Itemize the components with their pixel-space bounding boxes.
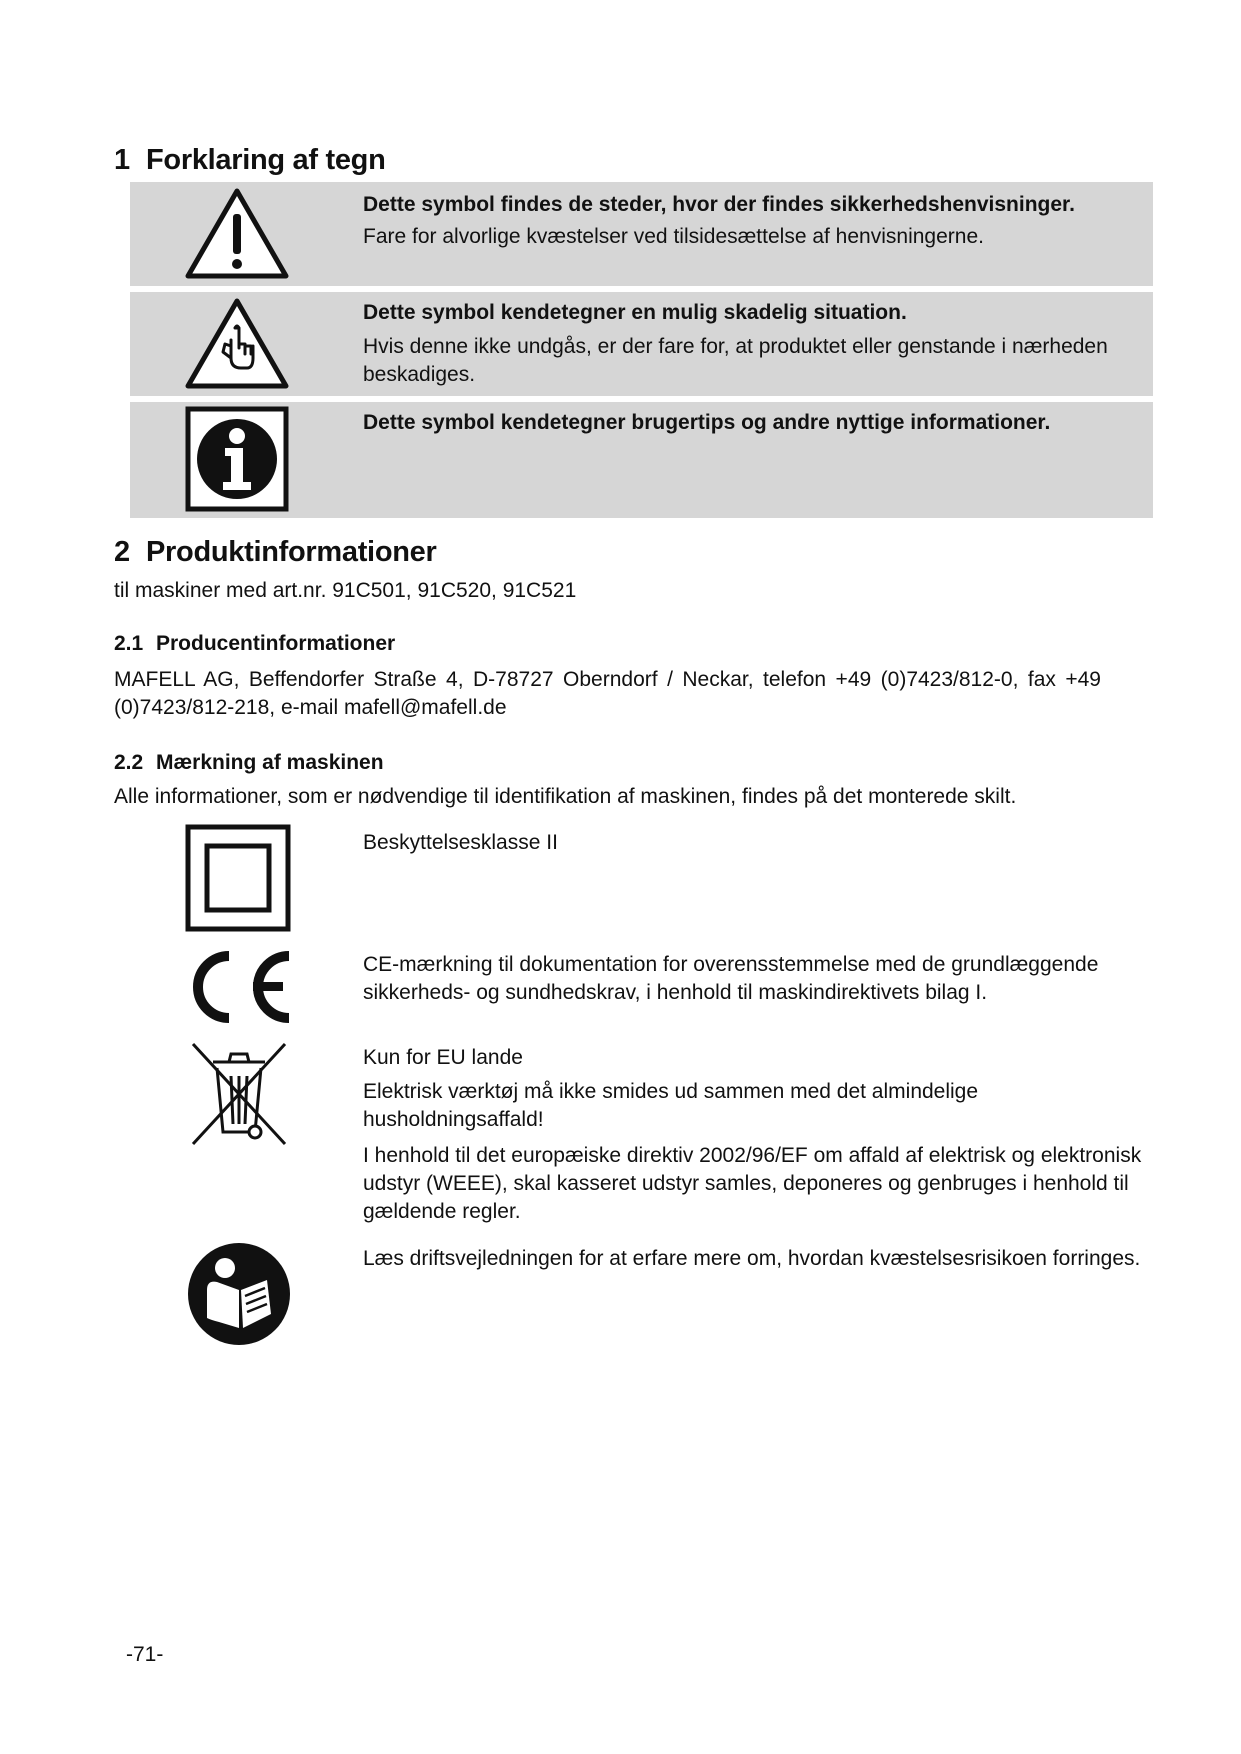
row-2-text: Hvis denne ikke undgås, er der fare for, at produktet eller genstande i nærheden beskadiges. (363, 335, 1108, 386)
symbol-row-caution (130, 292, 1153, 396)
protection-class-ii-icon (185, 824, 291, 932)
subsection-2-1-number: 2.1 (114, 632, 144, 655)
subsection-2-2-title: Mærkning af maskinen (156, 751, 384, 774)
row-1-bold-text: Dette symbol findes de steder, hvor der findes sikkerhedshenvisninger. (363, 193, 1075, 216)
warning-triangle-icon (183, 186, 291, 282)
row-1-text: Fare for alvorlige kvæstelser ved tilsidesættelse af henvisningerne. (363, 225, 984, 248)
ce-mark-icon (185, 948, 293, 1026)
weee-title: Kun for EU lande (363, 1046, 523, 1069)
info-icon (185, 406, 289, 512)
weee-bin-icon (189, 1040, 289, 1148)
section-2-number: 2 (114, 536, 130, 568)
read-manual-text: Læs driftsvejledningen for at erfare mere om, hvordan kvæstelsesrisikoen forringes. (363, 1247, 1141, 1270)
marking-intro-text: Alle informationer, som er nødvendige til identifikation af maskinen, findes på det monterede skilt. (114, 785, 1017, 808)
section-2-title: Produktinformationer (146, 536, 437, 568)
row-2-bold-text: Dette symbol kendetegner en mulig skadelig situation. (363, 301, 907, 324)
section-2-intro: til maskiner med art.nr. 91C501, 91C520, 91C521 (114, 579, 577, 602)
subsection-2-1-title: Producentinformationer (156, 632, 396, 655)
section-1-number: 1 (114, 144, 130, 176)
section-1-heading (114, 144, 386, 177)
protection-class-text: Beskyttelsesklasse II (363, 831, 558, 854)
weee-directive: I henhold til det europæiske direktiv 2002/96/EF om affald af elektrisk og elektronisk udstyr (WEEE), skal kasseret udstyr samles, deponeres og genbruges i henhold til gældende regler. (363, 1144, 1142, 1223)
section-1-title: Forklaring af tegn (146, 144, 386, 176)
page-number: -71- (126, 1643, 164, 1666)
producer-info-text: MAFELL AG, Beffendorfer Straße 4, D-78727 Oberndorf / Neckar, telefon +49 (0)7423/812-0, fax +49 (0)7423/812-218, e-mail mafell@mafell.de (114, 668, 1101, 719)
symbol-row-warning (130, 182, 1153, 286)
subsection-2-2-heading (114, 751, 384, 775)
row-3-bold-text: Dette symbol kendetegner brugertips og andre nyttige informationer. (363, 411, 1051, 434)
caution-hand-icon (183, 296, 291, 392)
section-2-heading (114, 536, 436, 569)
ce-text: CE-mærkning til dokumentation for overensstemmelse med de grundlæggende sikkerheds- og sundhedskrav, i henhold til maskindirektivets bilag I. (363, 953, 1099, 1004)
read-manual-icon (185, 1240, 293, 1348)
subsection-2-1-heading (114, 632, 395, 656)
weee-warning: Elektrisk værktøj må ikke smides ud sammen med det almindelige husholdningsaffald! (363, 1080, 979, 1131)
subsection-2-2-number: 2.2 (114, 751, 144, 774)
symbol-row-info (130, 402, 1153, 518)
